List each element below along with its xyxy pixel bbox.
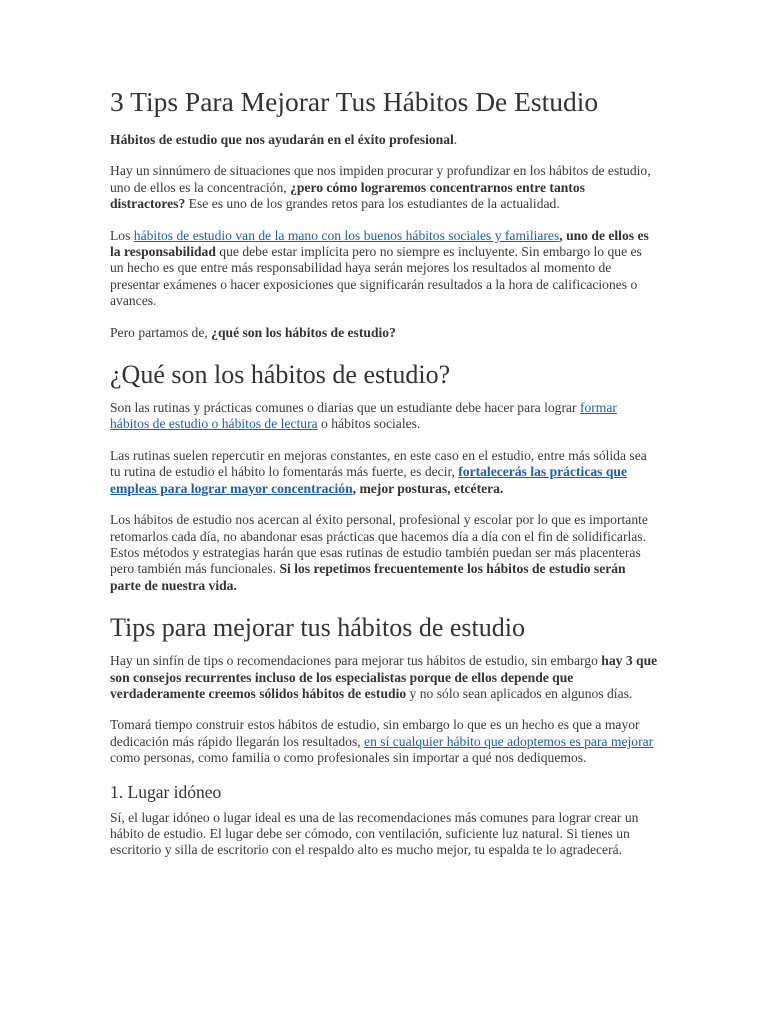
link-habitos-sociales[interactable]: hábitos de estudio van de la mano con los buenos hábitos sociales y familiares (133, 227, 560, 243)
text-run: Ese es uno de los grandes retos para los estudiantes de la actualidad. (185, 196, 560, 212)
paragraph-sinfin-tips (110, 653, 658, 702)
link-formar-habitos[interactable]: formar hábitos de estudio o hábitos de lectura (110, 400, 617, 432)
section-heading-que-son: ¿Qué son los hábitos de estudio? (110, 360, 451, 390)
text-run: Hay un sinfín de tips o recomendaciones para mejorar tus hábitos de estudio, sin embargo (110, 653, 602, 669)
paragraph-rutinas-practicas (110, 400, 658, 433)
bold-link-text: fortalecerás las prácticas que empleas para lograr mayor concentración (110, 464, 627, 496)
paragraph-tomara-tiempo (110, 717, 658, 766)
text-run: Hay un sinnúmero de situaciones que nos impiden procurar y profundizar en los hábitos de estudio, uno de ellos es la concentración, (110, 163, 651, 195)
paragraph-lugar-idoneo: Sí, el lugar idóneo o lugar ideal es una de las recomendaciones más comunes para lograr crear un hábito de estudio. El lugar debe ser cómodo, con ventilación, suficiente luz natural. Si tienes un escritorio y silla de escritorio con el respaldo alto es mucho mejor, tu espalda te lo agradecerá. (110, 809, 639, 858)
bold-question: ¿qué son los hábitos de estudio? (211, 324, 396, 340)
link-cualquier-habito[interactable]: en sí cualquier hábito que adoptemos es para mejorar (364, 733, 654, 749)
text-run: Las rutinas suelen repercutir en mejoras constantes, en este caso en el estudio, entre más sólida sea tu rutina de estudio el hábito lo fomentarás más fuerte, es decir, (110, 447, 647, 480)
bold-question: ¿pero cómo lograremos concentrarnos entre tantos distractores? (110, 179, 585, 212)
text-run: Pero partamos de, (110, 324, 212, 340)
article-title: 3 Tips Para Mejorar Tus Hábitos De Estudio (110, 86, 599, 117)
text-run: Son las rutinas y prácticas comunes o diarias que un estudiante debe hacer para lograr (110, 400, 580, 416)
article-body (110, 86, 658, 874)
bold-text: , mejor posturas, etcétera. (352, 480, 504, 496)
paragraph-rutinas-mejoras (110, 448, 658, 497)
text-run: Los hábitos de estudio nos acercan al éxito personal, profesional y escolar por lo que es importante retomarlos cada día, no abandonar esas prácticas que hacemos día a día con el fin de solidificarlas. Estos métodos y estrategias harán que esas rutinas de estudio también puedan ser más placenteras pero también más funcionales. (110, 512, 648, 577)
intro-paragraph (110, 132, 658, 148)
bold-text: hay 3 que son consejos recurrentes incluso de los especialistas porque de ellos depende que verdaderamente creemos sólidos hábitos de estudio (110, 653, 658, 701)
subsection-heading-lugar: 1. Lugar idóneo (110, 781, 222, 802)
text-run: como personas, como familia o como profesionales sin importar a qué nos dediquemos. (110, 750, 587, 766)
text-run: y no sólo sean aplicados en algunos días. (406, 685, 633, 701)
text-run: Tomará tiempo construir estos hábitos de estudio, sin embargo lo que es un hecho es que a mayor dedicación más rápido llegarán los resultados, (110, 717, 640, 749)
paragraph-partamos (110, 325, 658, 341)
bold-text: Si los repetimos frecuentemente los hábitos de estudio serán parte de nuestra vida. (110, 561, 626, 593)
section-heading-tips: Tips para mejorar tus hábitos de estudio (110, 613, 525, 643)
intro-bold-text: Hábitos de estudio que nos ayudarán en el éxito profesional (110, 132, 454, 147)
paragraph-responsibility (110, 228, 658, 310)
intro-end: . (453, 132, 458, 147)
paragraph-exito (110, 512, 658, 594)
text-run: que debe estar implícita pero no siempre es incluyente. Sin embargo lo que es un hecho es que entre más responsabilidad haya serán mejores los resultados al momento de presentar exámenes o hacer exposiciones que significarán resultados a la hora de calificaciones o avances. (110, 244, 642, 309)
paragraph-concentration (110, 163, 658, 212)
text-run: Los (110, 227, 134, 243)
text-run: o hábitos sociales. (317, 416, 421, 432)
bold-text: , uno de ellos es la responsabilidad (110, 227, 649, 260)
